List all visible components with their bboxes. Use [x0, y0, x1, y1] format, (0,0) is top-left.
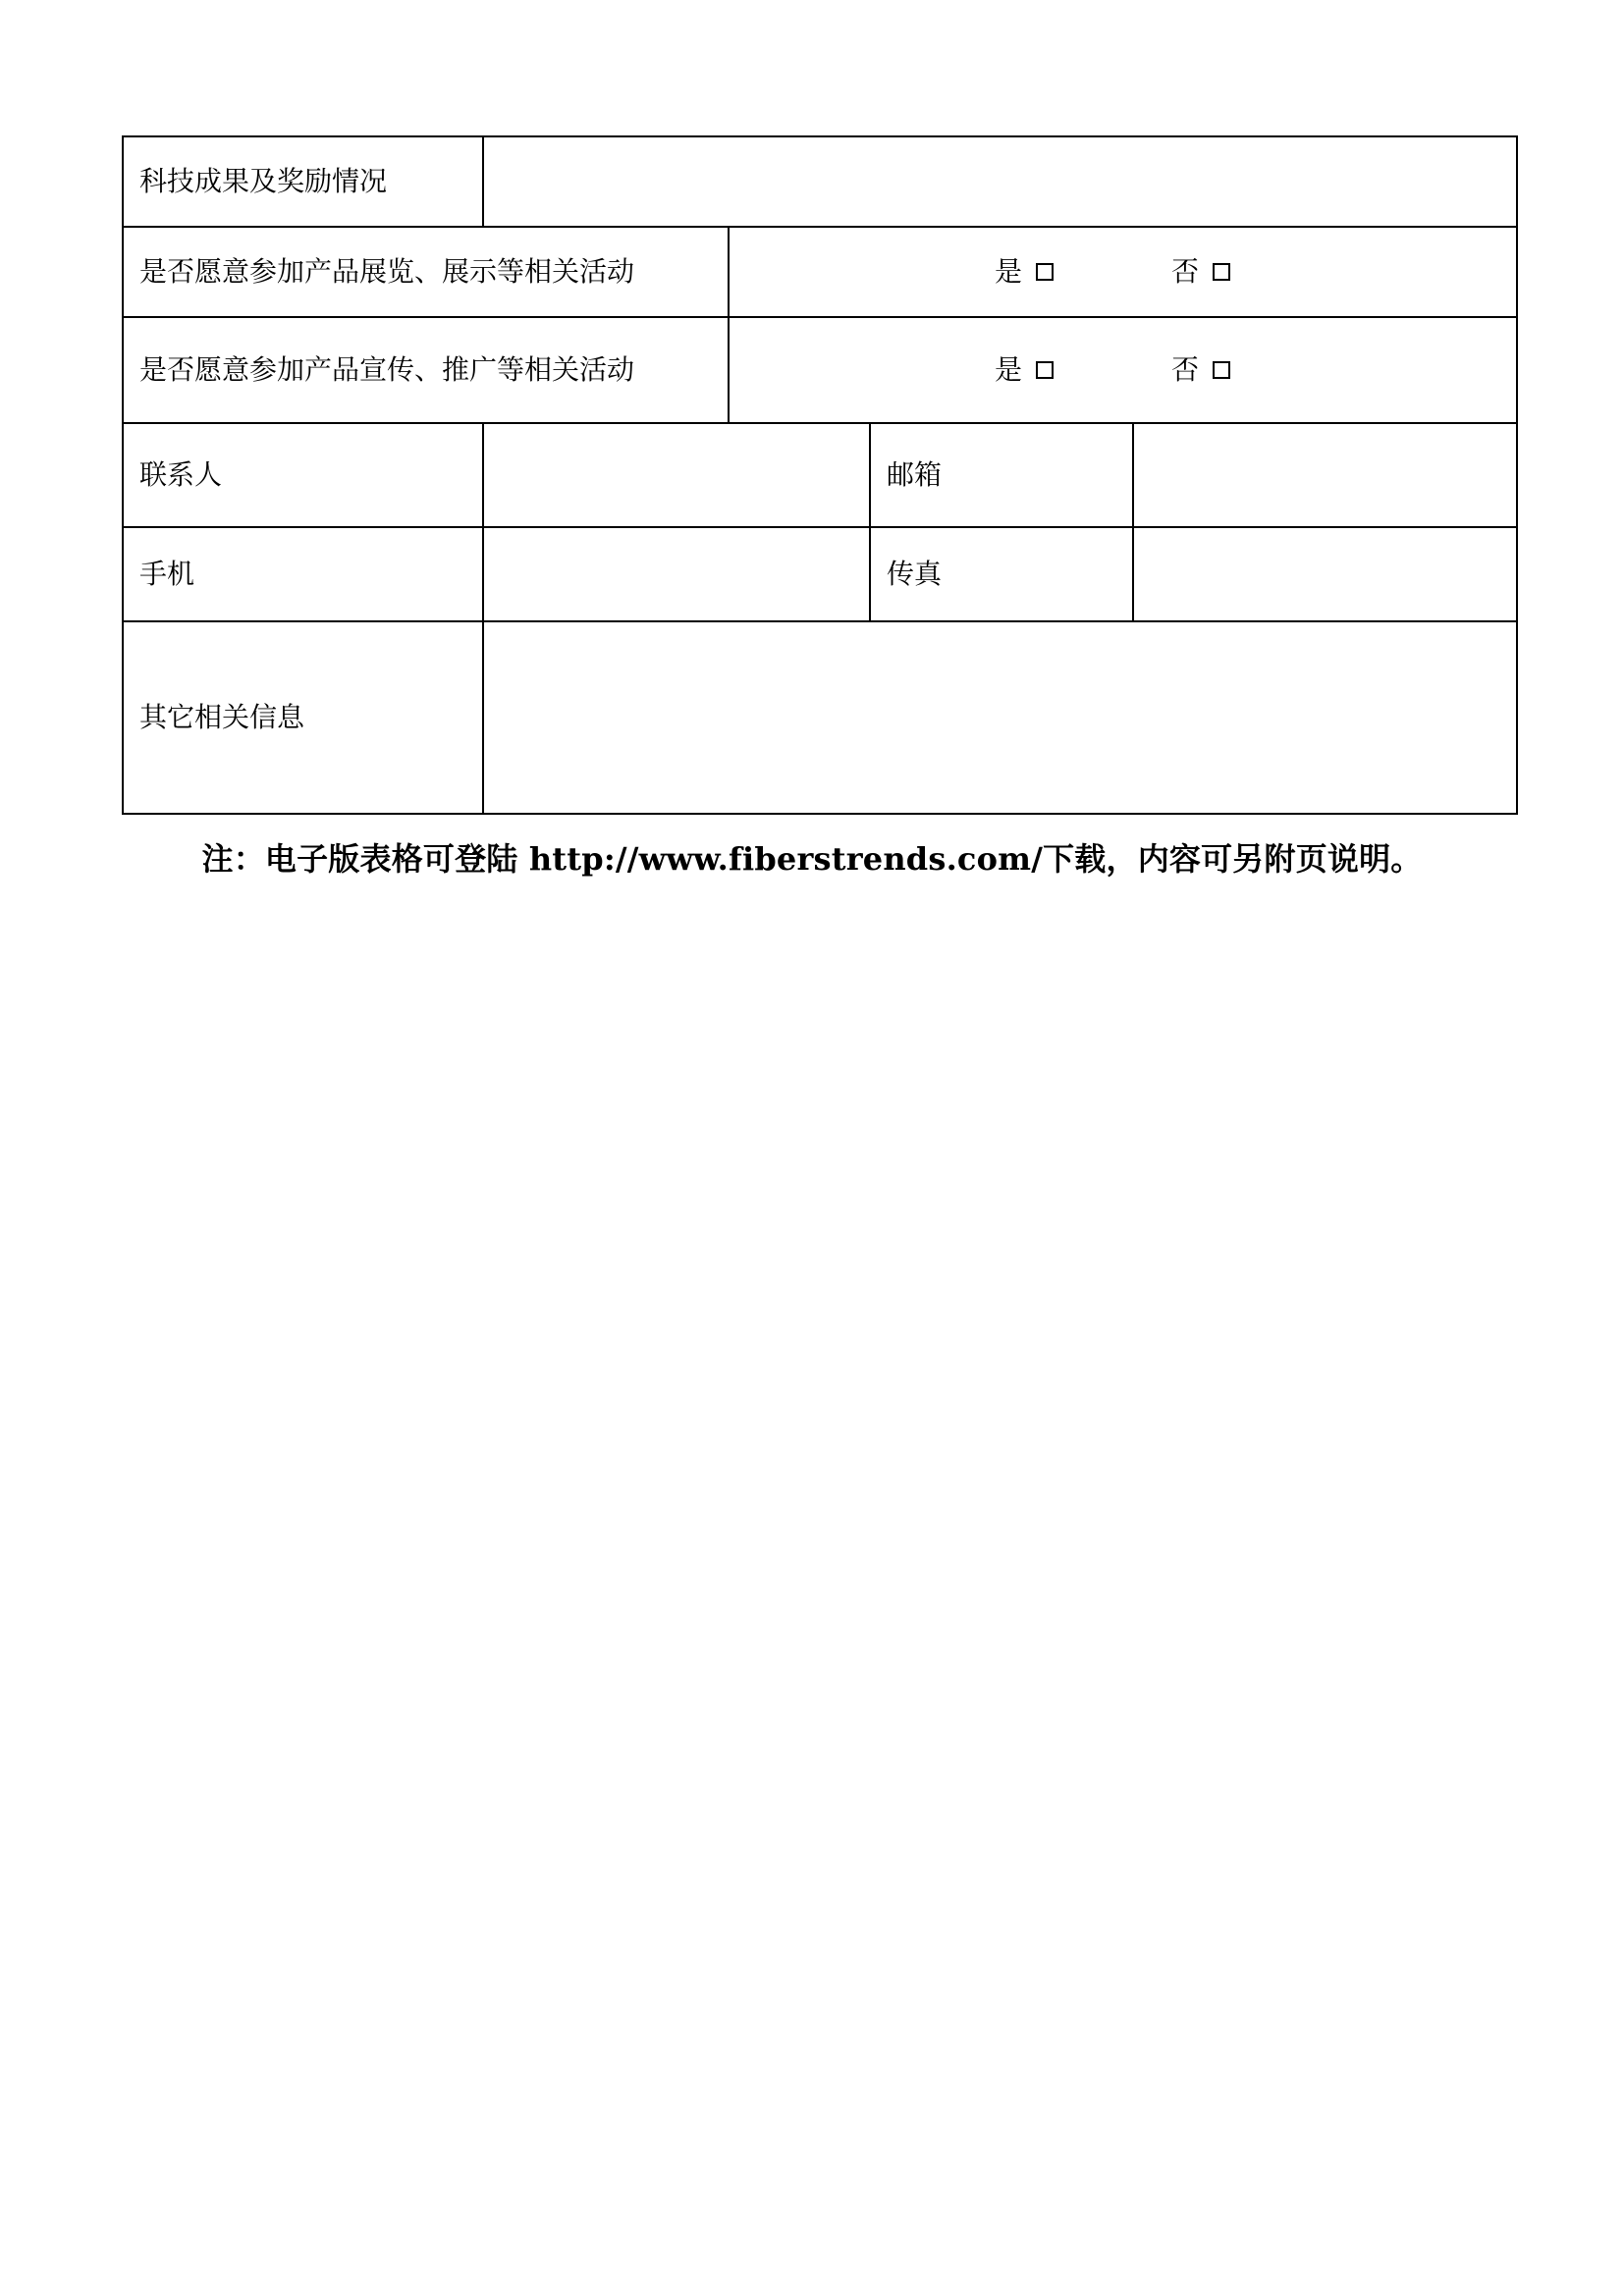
promotion-choice — [730, 318, 1516, 422]
promotion-no-label: 否 — [1171, 353, 1200, 387]
promotion-yes-checkbox[interactable] — [1036, 361, 1054, 379]
other-info-label: 其它相关信息 — [124, 622, 484, 813]
mobile-row — [122, 528, 1518, 622]
email-field[interactable] — [1134, 424, 1516, 526]
email-label: 邮箱 — [871, 424, 1134, 526]
contact-field[interactable] — [484, 424, 871, 526]
exhibition-no-checkbox[interactable] — [1213, 263, 1230, 281]
exhibition-choice — [730, 228, 1516, 316]
other-info-row — [122, 622, 1518, 815]
promotion-yes-label: 是 — [995, 353, 1023, 387]
exhibition-label: 是否愿意参加产品展览、展示等相关活动 — [124, 228, 730, 316]
other-info-field[interactable] — [484, 622, 1516, 813]
exhibition-row — [122, 228, 1518, 318]
contact-row — [122, 424, 1518, 528]
application-form-table — [122, 135, 1518, 815]
fax-field[interactable] — [1134, 528, 1516, 620]
download-note: 注：电子版表格可登陆 http://www.fiberstrends.com/下载，内容可另附页说明。 — [201, 840, 1423, 878]
contact-label: 联系人 — [124, 424, 484, 526]
exhibition-yes-label: 是 — [995, 255, 1023, 289]
promotion-no-option[interactable] — [1171, 353, 1230, 387]
promotion-label: 是否愿意参加产品宣传、推广等相关活动 — [124, 318, 730, 422]
achievements-label: 科技成果及奖励情况 — [124, 137, 484, 226]
mobile-label: 手机 — [124, 528, 484, 620]
exhibition-no-option[interactable] — [1171, 255, 1230, 289]
exhibition-yes-option[interactable] — [995, 255, 1054, 289]
achievements-field[interactable] — [484, 137, 1516, 226]
mobile-field[interactable] — [484, 528, 871, 620]
promotion-yes-option[interactable] — [995, 353, 1054, 387]
promotion-no-checkbox[interactable] — [1213, 361, 1230, 379]
promotion-row — [122, 318, 1518, 424]
fax-label: 传真 — [871, 528, 1134, 620]
exhibition-yes-checkbox[interactable] — [1036, 263, 1054, 281]
exhibition-no-label: 否 — [1171, 255, 1200, 289]
achievements-row — [122, 135, 1518, 228]
